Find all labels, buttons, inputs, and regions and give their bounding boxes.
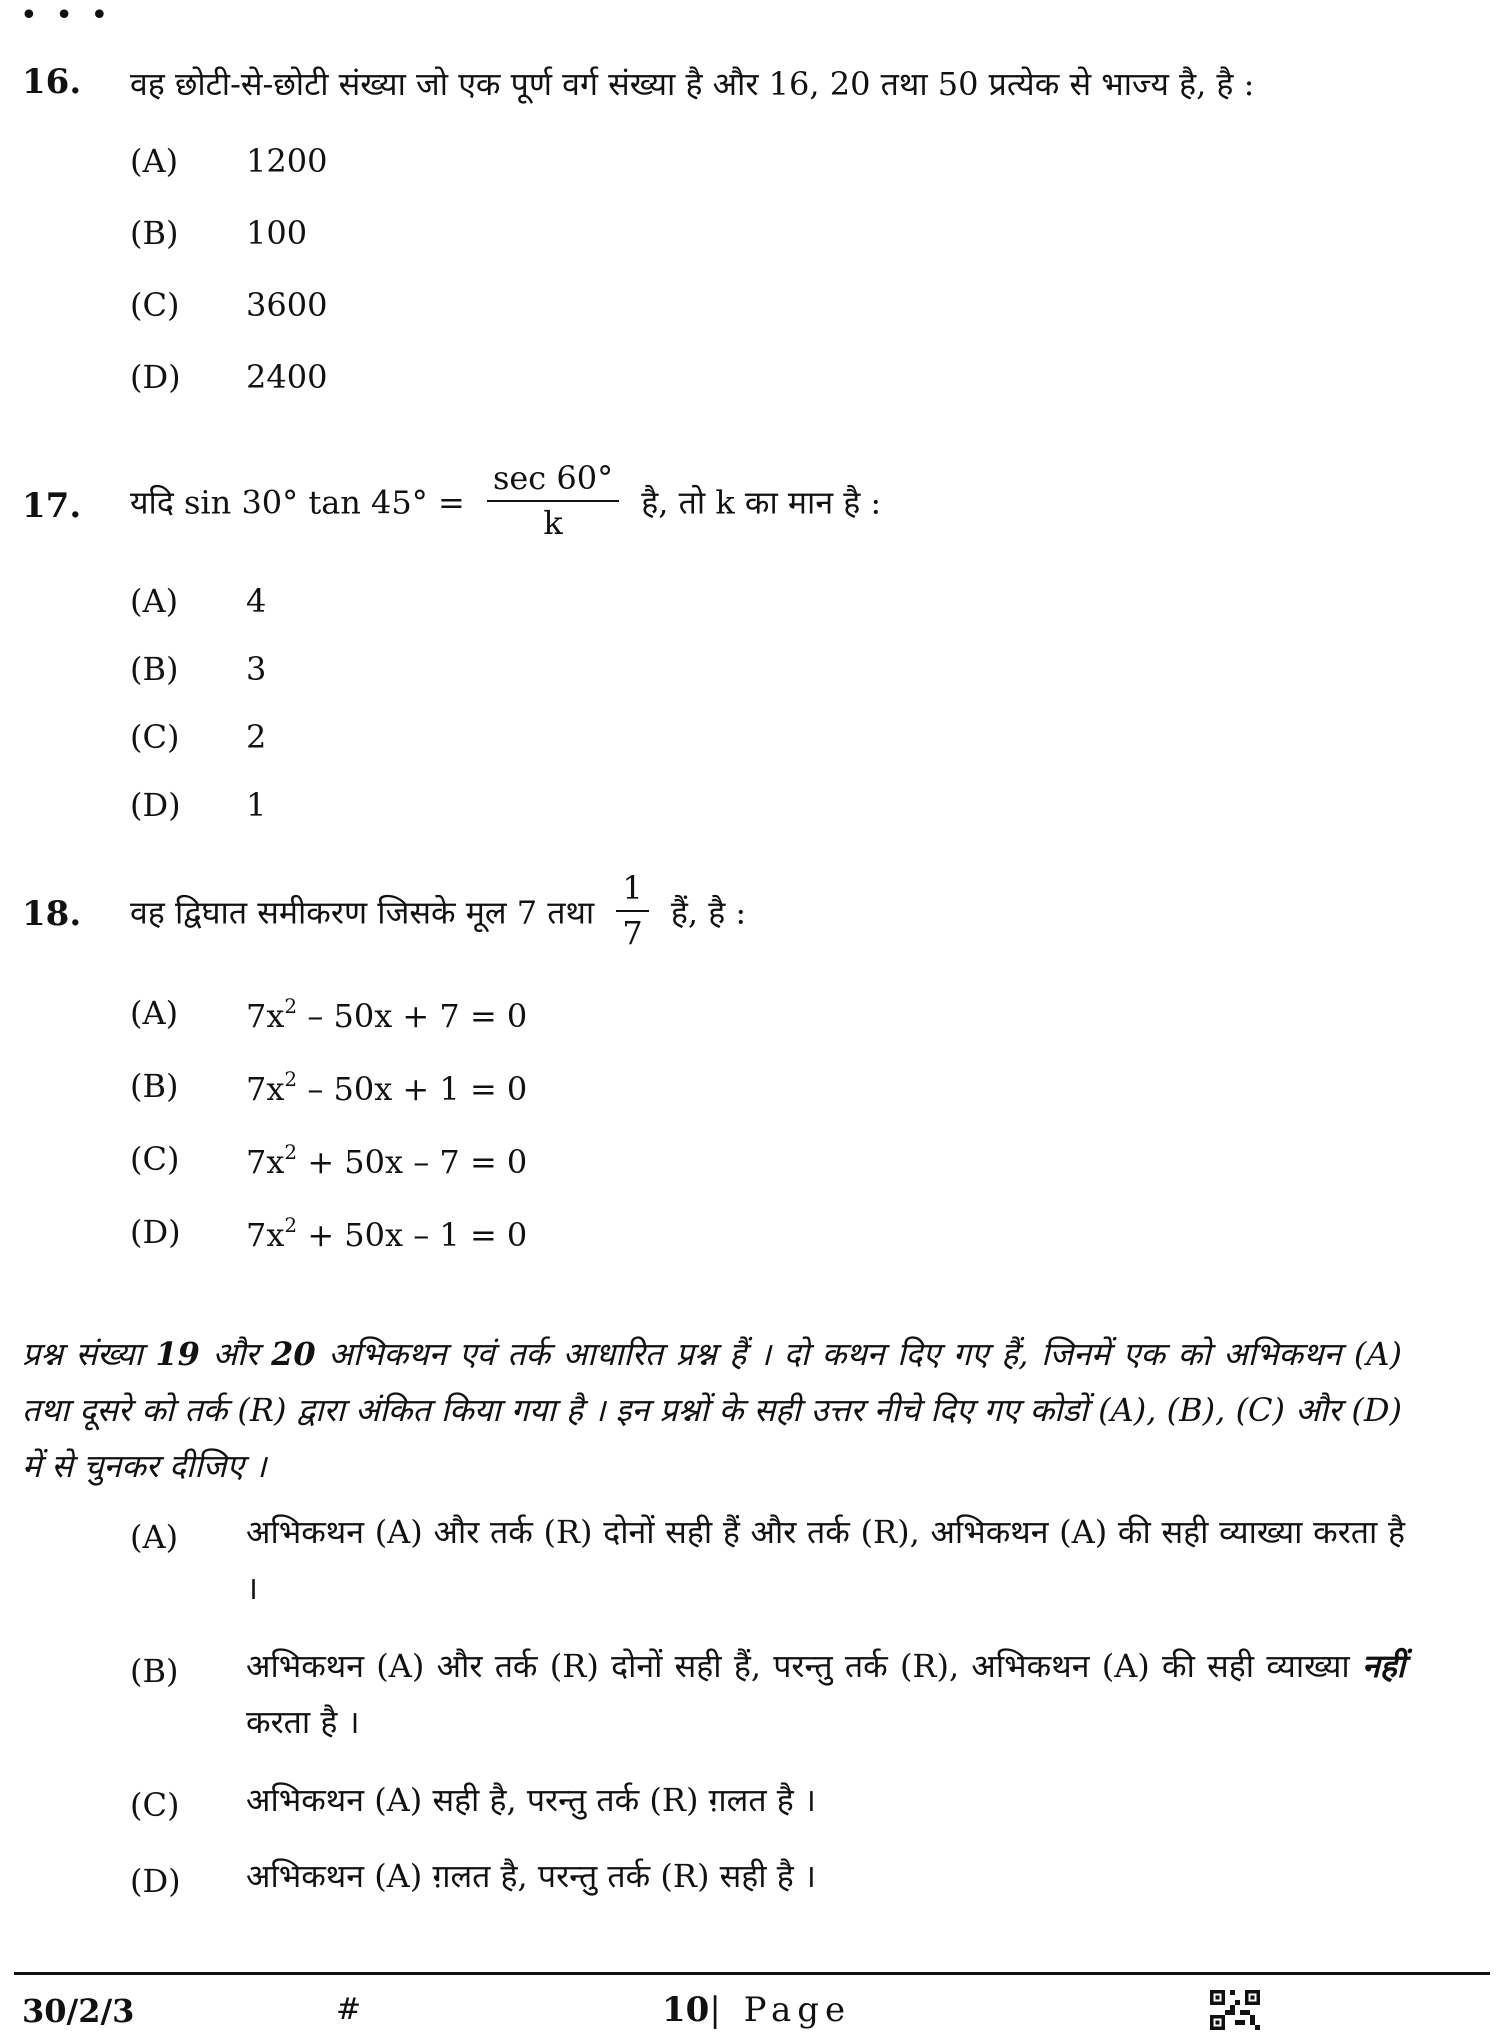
option-equation xyxy=(246,994,527,1035)
page-separator: | xyxy=(709,1990,727,2030)
option-label: (A) xyxy=(130,582,179,620)
eq-post: – 50x + 7 = 0 xyxy=(297,997,528,1035)
question-number: 17. xyxy=(22,486,82,526)
eq-exponent: 2 xyxy=(284,1067,298,1091)
fraction-1-over-7 xyxy=(616,868,648,954)
eq-exponent: 2 xyxy=(284,1213,298,1237)
option-label: (B) xyxy=(130,1067,179,1105)
option-equation xyxy=(246,1067,527,1108)
eq-pre: 7x xyxy=(246,1143,285,1181)
eq-exponent: 2 xyxy=(284,1140,298,1164)
option-label: (C) xyxy=(130,1786,180,1824)
option-label: (C) xyxy=(130,1140,180,1178)
option-value: 3600 xyxy=(246,286,328,324)
option-value: 2 xyxy=(246,718,267,756)
assertion-reason-instructions xyxy=(22,1326,1402,1494)
fraction-denominator: k xyxy=(543,504,563,542)
hash-mark: # xyxy=(336,1992,362,2027)
page-word: Page xyxy=(743,1990,852,2030)
eq-pre: 7x xyxy=(246,997,285,1035)
option-label: (A) xyxy=(130,994,179,1032)
question-number: 18. xyxy=(22,894,82,934)
header-dots: • • • xyxy=(20,0,113,33)
option-label: (D) xyxy=(130,786,181,824)
question-text xyxy=(130,459,882,548)
page-number: 10 xyxy=(662,1990,710,2030)
option-value: 100 xyxy=(246,214,308,252)
option-value: 2400 xyxy=(246,358,328,396)
question-text: वह छोटी-से-छोटी संख्या जो एक पूर्ण वर्ग संख्या है और 16, 20 तथा 50 प्रत्येक से भाज्य है, है : xyxy=(130,65,1255,103)
fraction-denominator: 7 xyxy=(622,914,643,952)
option-text-post: करता है । xyxy=(246,1703,360,1741)
qr-code-icon xyxy=(1210,1990,1260,2030)
instr-number-20: 20 xyxy=(271,1335,316,1373)
footer-divider xyxy=(14,1972,1490,1975)
option-label: (D) xyxy=(130,1213,181,1251)
question-text-suffix: हैं, है : xyxy=(670,893,747,932)
option-text-pre: अभिकथन (A) और तर्क (R) दोनों सही हैं, परन्तु तर्क (R), अभिकथन (A) की सही व्याख्या xyxy=(246,1647,1362,1685)
option-text: अभिकथन (A) और तर्क (R) दोनों सही हैं और तर्क (R), अभिकथन (A) की सही व्याख्या करता है । xyxy=(246,1513,1405,1607)
option-label: (C) xyxy=(130,718,180,756)
fraction-sec60-over-k xyxy=(487,458,619,544)
eq-post: + 50x – 7 = 0 xyxy=(297,1143,528,1181)
option-text: अभिकथन (A) ग़लत है, परन्तु तर्क (R) सही है । xyxy=(246,1857,817,1895)
question-text-prefix: यदि sin 30° tan 45° = xyxy=(130,483,465,522)
eq-post: + 50x – 1 = 0 xyxy=(297,1216,528,1254)
page-indicator xyxy=(662,1990,851,2030)
instr-text: और xyxy=(199,1335,272,1373)
fraction-numerator: sec 60° xyxy=(487,458,619,502)
option-text: अभिकथन (A) सही है, परन्तु तर्क (R) ग़लत है । xyxy=(246,1781,817,1819)
option-value: 3 xyxy=(246,650,267,688)
question-text-prefix: वह द्विघात समीकरण जिसके मूल 7 तथा xyxy=(130,893,595,932)
question-text xyxy=(130,869,747,958)
eq-pre: 7x xyxy=(246,1070,285,1108)
option-label: (B) xyxy=(130,1652,179,1690)
fraction-numerator: 1 xyxy=(616,868,648,912)
option-label: (B) xyxy=(130,214,179,252)
eq-pre: 7x xyxy=(246,1216,285,1254)
eq-exponent: 2 xyxy=(284,994,298,1018)
option-text-emphasis: नहीं xyxy=(1361,1647,1405,1685)
option-label: (C) xyxy=(130,286,180,324)
option-label: (A) xyxy=(130,1518,179,1556)
instr-text: अभिकथन एवं तर्क आधारित प्रश्न हैं । दो कथन दिए गए हैं, जिनमें एक को अभिकथन (A) तथा दूसरे को तर्क (R) द्वारा अंकित किया गया है । इन प्रश्नों के सही उत्तर नीचे दिए गए कोडों (A), (B), (C) और (D) में से चुनकर दीजिए । xyxy=(22,1335,1402,1485)
option-label: (B) xyxy=(130,650,179,688)
option-equation xyxy=(246,1140,527,1181)
eq-post: – 50x + 1 = 0 xyxy=(297,1070,528,1108)
option-value: 1200 xyxy=(246,142,328,180)
instr-text: प्रश्न संख्या xyxy=(22,1335,156,1373)
paper-code: 30/2/3 xyxy=(22,1992,135,2030)
option-label: (D) xyxy=(130,1862,181,1900)
option-equation xyxy=(246,1213,527,1254)
question-text-suffix: है, तो k का मान है : xyxy=(641,483,882,522)
option-label: (D) xyxy=(130,358,181,396)
option-label: (A) xyxy=(130,142,179,180)
option-value: 1 xyxy=(246,786,267,824)
question-number: 16. xyxy=(22,62,82,102)
instr-number-19: 19 xyxy=(155,1335,200,1373)
option-text xyxy=(246,1638,1405,1750)
option-value: 4 xyxy=(246,582,267,620)
